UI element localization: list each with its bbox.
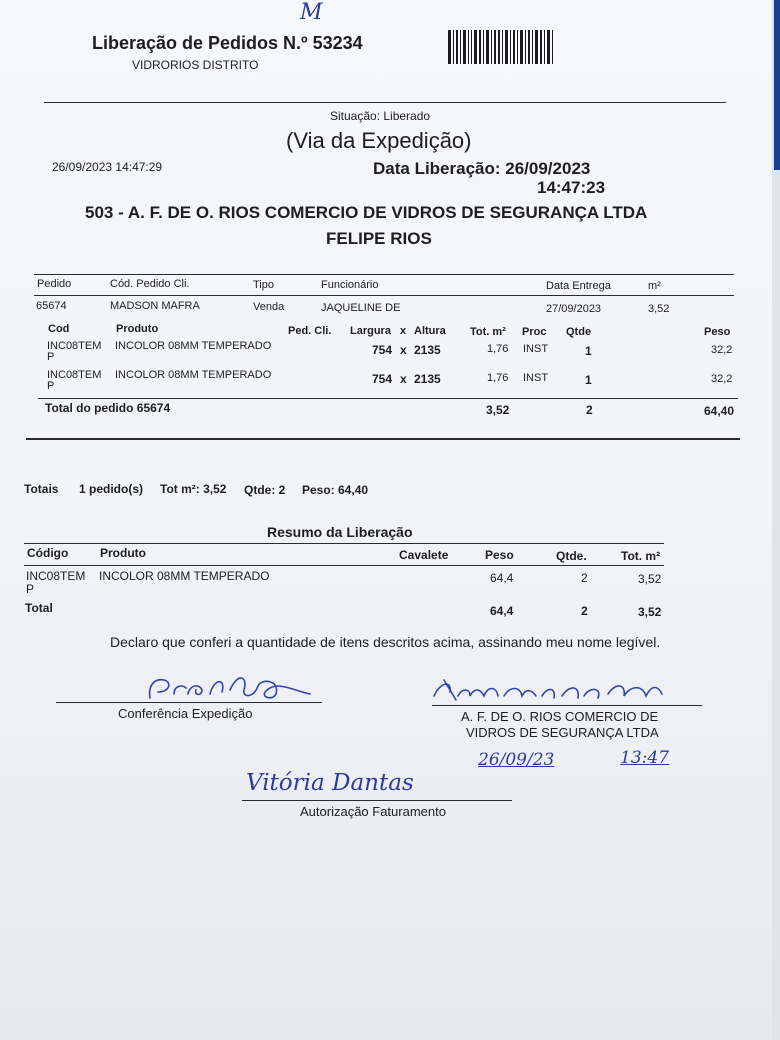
summary-col-peso: Peso [485,548,514,562]
col-data-entrega: Data Entrega [546,280,611,292]
totals-pedidos: 1 pedido(s) [79,482,144,496]
items-col-qtde: Qtde [566,326,592,338]
items-col-peso: Peso [704,326,731,338]
summary-codigo-continuation: P [26,582,35,596]
totals-label: Totais [24,482,59,496]
items-col-largura: Largura [350,325,391,337]
item-x: x [400,372,407,386]
summary-col-codigo: Código [27,546,69,560]
order-total-peso: 64,40 [704,404,735,418]
handwritten-mark: M [300,0,323,25]
customer-contact: FELIPE RIOS [326,229,432,248]
summary-total-qtde: 2 [581,604,588,618]
item-altura: 2135 [414,372,441,386]
item-tot-m2: 1,76 [487,343,509,355]
items-col-produto: Produto [116,323,159,335]
order-total-m2: 3,52 [486,403,510,417]
handwritten-time: 13:47 [620,748,669,768]
signature-line-company [432,705,702,706]
company-signature-line2: VIDROS DE SEGURANÇA LTDA [466,725,659,740]
item-qtde: 1 [585,344,592,358]
company-name: VIDRORIOS DISTRITO [132,58,259,72]
summary-qtde: 2 [581,571,588,585]
item-largura: 754 [372,343,393,357]
order-m2: 3,52 [648,303,670,315]
order-data-entrega: 27/09/2023 [546,303,602,315]
items-col-ped-cli: Ped. Cli. [288,325,332,337]
declaration-text: Declaro que conferi a quantidade de itens descritos acima, assinando meu nome legível. [110,634,661,650]
order-top-divider [34,274,734,275]
company-signature-line1: A. F. DE O. RIOS COMERCIO DE [461,709,659,724]
summary-produto: INCOLOR 08MM TEMPERADO [99,569,270,583]
copy-label: (Via da Expedição) [286,128,472,153]
order-header-divider [34,295,734,296]
signature-company [430,674,690,712]
summary-tot-m2: 3,52 [638,572,662,586]
totals-m2: Tot m²: 3,52 [160,482,227,496]
item-produto: INCOLOR 08MM TEMPERADO [115,369,272,381]
item-altura: 2135 [414,343,441,357]
release-time: 14:47:23 [537,178,606,197]
items-col-tot-m2: Tot. m² [470,326,506,338]
items-col-cod: Cod [48,323,70,335]
order-cod-pedido-cli: MADSON MAFRA [110,300,200,312]
totals-qtde: Qtde: 2 [244,483,286,497]
item-cod: INC08TEM [47,340,102,352]
item-produto: INCOLOR 08MM TEMPERADO [115,340,272,352]
item-peso: 32,2 [711,373,733,385]
barcode [448,30,568,64]
item-cod-continuation: P [47,380,55,392]
items-col-proc: Proc [522,326,547,338]
totals-peso: Peso: 64,40 [302,483,369,497]
order-total-qtde: 2 [586,403,593,417]
item-tot-m2: 1,76 [487,372,509,384]
order-funcionario: JAQUELINE DE [321,302,401,314]
section-divider [26,438,740,440]
handwritten-date: 26/09/23 [478,750,555,770]
summary-total-peso: 64,4 [490,604,514,618]
signature-line-conferencia [56,702,322,703]
item-proc: INST [523,343,549,355]
summary-top-divider [24,543,664,544]
summary-col-cavalete: Cavalete [399,548,449,562]
summary-peso: 64,4 [490,571,514,585]
signature-line-autorizacao [242,800,512,801]
col-m2: m² [648,280,661,292]
header-divider [44,102,726,103]
item-peso: 32,2 [711,344,733,356]
summary-header-divider [24,565,664,566]
col-funcionario: Funcionário [321,279,379,291]
background-object [774,0,780,170]
summary-codigo: INC08TEM [26,569,86,583]
items-bottom-divider [38,398,738,399]
col-pedido: Pedido [37,278,72,290]
item-proc: INST [523,372,549,384]
authorizer-handwriting: Vitória Dantas [246,770,414,796]
document-title: Liberação de Pedidos N.º 53234 [92,33,363,53]
item-cod: INC08TEM [47,369,102,381]
item-x: x [400,343,407,357]
col-cod-pedido-cli: Cód. Pedido Cli. [110,278,190,290]
summary-total-tot-m2: 3,52 [638,605,662,619]
item-cod-continuation: P [47,351,55,363]
summary-col-produto: Produto [100,546,146,560]
order-total-label: Total do pedido 65674 [45,401,171,415]
order-pedido: 65674 [36,300,67,312]
customer-name: 503 - A. F. DE O. RIOS COMERCIO DE VIDROS DE SEGURANÇA LTDA [85,203,648,222]
summary-total-label: Total [25,601,53,615]
summary-col-qtde: Qtde. [556,549,587,563]
order-tipo: Venda [253,301,285,313]
print-timestamp: 26/09/2023 14:47:29 [52,160,163,174]
item-qtde: 1 [585,373,592,387]
summary-col-tot-m2: Tot. m² [621,549,661,563]
items-col-x: x [400,325,407,337]
summary-title: Resumo da Liberação [267,524,413,540]
conferencia-label: Conferência Expedição [118,706,253,721]
release-date: Data Liberação: 26/09/2023 [373,159,591,178]
status-text: Situação: Liberado [330,109,431,123]
col-tipo: Tipo [253,279,274,291]
items-col-altura: Altura [414,325,446,337]
autorizacao-label: Autorização Faturamento [300,804,446,819]
item-largura: 754 [372,372,393,386]
